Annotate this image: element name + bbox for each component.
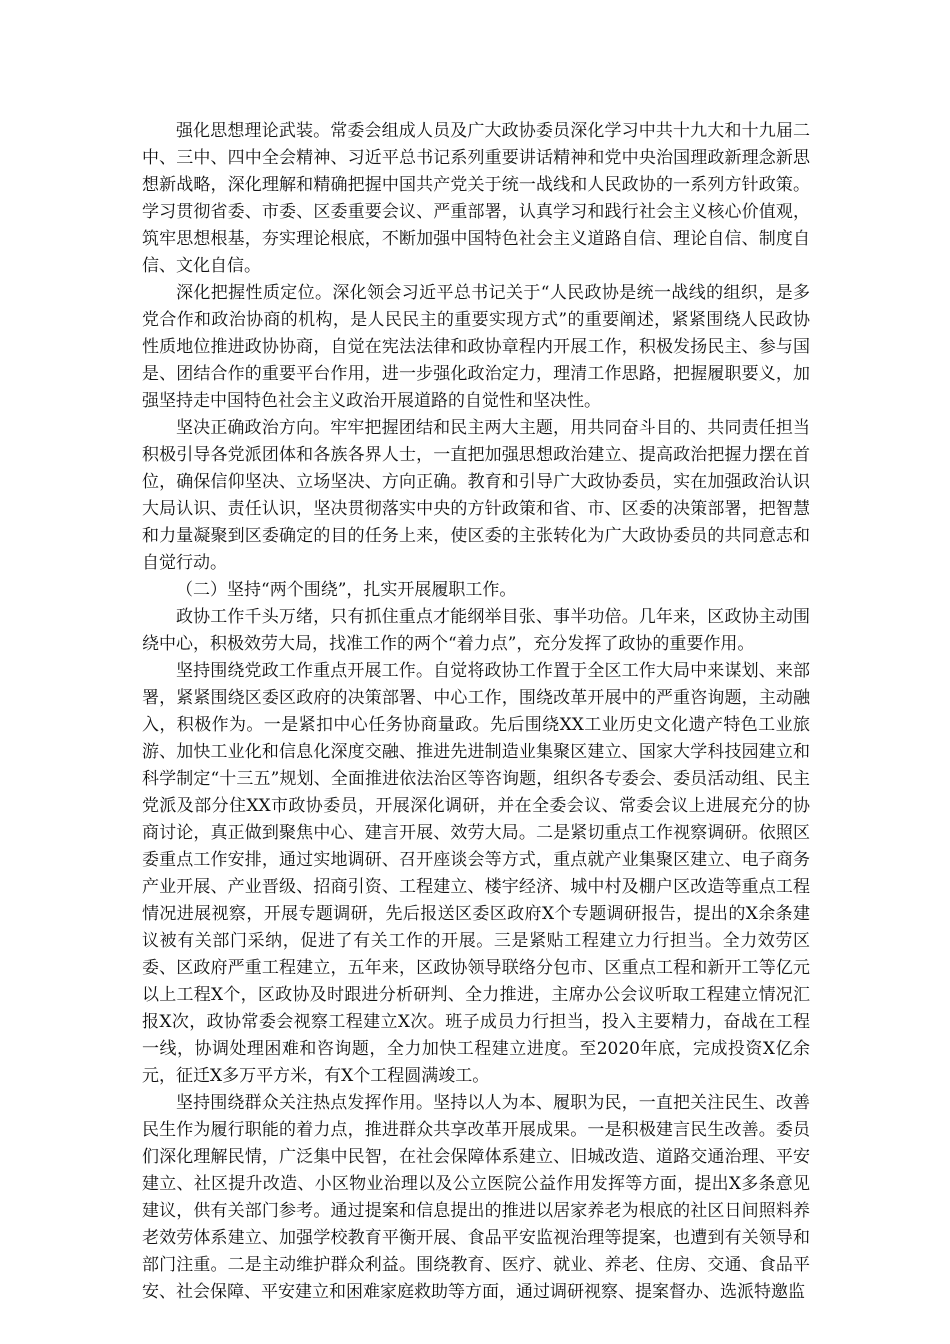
paragraph-public-concerns: 坚持围绕群众关注热点发挥作用。坚持以人为本、履职为民，一直把关注民生、改善民生作为履行职能的着力点，推进群众共享改革开展成果。一是积极建言民生改善。委员们深化理解民情，广泛集中民智，在社会保障体系建立、旧城改造、道路交通治理、平安建立、社区提升改造、小区物业治理以及公立医院公益作用发挥等方面，提出X多条意见建议，供有关部门参考。通过提案和信息提出的推进以居家养老为根底的社区日间照料养老效劳体系建立、加强学校教育平衡开展、食品平安监视治理等提案，也遭到有关领导和部门注重。二是主动维护群众利益。围绕教育、医疗、就业、养老、住房、交通、食品平安、社会保障、平安建立和困难家庭救助等方面，通过调研视察、提案督办、选派特邀监: [142, 1093, 810, 1302]
section-heading-two-focuses: （二）坚持“两个围绕”，扎实开展履职工作。: [176, 580, 517, 600]
paragraph-focus-intro: 政协工作千头万绪，只有抓住重点才能纲举目张、事半功倍。几年来，区政协主动围绕中心，积极效劳大局，找准工作的两个“着力点”，充分发挥了政协的重要作用。: [142, 607, 810, 654]
paragraph-nature-positioning: 深化把握性质定位。深化领会习近平总书记关于“人民政协是统一战线的组织，是多党合作和政治协商的机构，是人民民主的重要实现方式”的重要阐述，紧紧围绕人民政协性质地位推进政协协商，自觉在宪法法律和政协章程内开展工作，积极发扬民主、参与国是、团结合作的重要平台作用，进一步强化政治定力，理清工作思路，把握履职要义，加强坚持走中国特色社会主义政治开展道路的自觉性和坚决性。: [142, 283, 810, 411]
paragraph-party-government-work: 坚持围绕党政工作重点开展工作。自觉将政协工作置于全区工作大局中来谋划、来部署，紧紧围绕区委区政府的决策部署、中心工作，围绕改革开展中的严重咨询题，主动融入，积极作为。一是紧扣中心任务协商量政。先后围绕XX工业历史文化遗产特色工业旅游、加快工业化和信息化深度交融、推进先进制造业集聚区建立、国家大学科技园建立和科学制定“十三五”规划、全面推进依法治区等咨询题，组织各专委会、委员活动组、民主党派及部分住XX市政协委员，开展深化调研，并在全委会议、常委会议上进展充分的协商讨论，真正做到聚焦中心、建言开展、效劳大局。二是紧切重点工作视察调研。依照区委重点工作安排，通过实地调研、召开座谈会等方式，重点就产业集聚区建立、电子商务产业开展、产业晋级、招商引资、工程建立、楼宇经济、城中村及棚户区改造等重点工程情况进展视察，开展专题调研，先后报送区委区政府X个专题调研报告，提出的X余条建议被有关部门采纳，促进了有关工作的开展。三是紧贴工程建立力行担当。全力效劳区委、区政府严重工程建立，五年来，区政协领导联络分包市、区重点工程和新开工等亿元以上工程X个，区政协及时跟进分析研判、全力推进，主席办公会议听取工程建立情况汇报X次，政协常委会视察工程建立X次。班子成员力行担当，投入主要精力，奋战在工程一线，协调处理困难和咨询题，全力加快工程建立进度。至2020年底，完成投资X亿余元，征迁X多万平方米，有X个工程圆满竣工。: [142, 661, 810, 1086]
paragraph-theory-study: 强化思想理论武装。常委会组成人员及广大政协委员深化学习中共十九大和十九届二中、三中、四中全会精神、习近平总书记系列重要讲话精神和党中央治国理政新理念新思想新战略，深化理解和精确把握中国共产党关于统一战线和人民政协的一系列方针政策。学习贯彻省委、市委、区委重要会议、严重部署，认真学习和践行社会主义核心价值观，筑牢思想根基，夯实理论根底，不断加强中国特色社会主义道路自信、理论自信、制度自信、文化自信。: [142, 121, 810, 276]
document-body: [142, 118, 810, 1306]
paragraph-political-direction: 坚决正确政治方向。牢牢把握团结和民主两大主题，用共同奋斗目的、共同责任担当积极引导各党派团体和各族各界人士，一直把加强思想政治建立、提高政治把握力摆在首位，确保信仰坚决、立场坚决、方向正确。教育和引导广大政协委员，实在加强政治认识大局认识、责任认识，坚决贯彻落实中央的方针政策和省、市、区委的决策部署，把智慧和力量凝聚到区委确定的目的任务上来，使区委的主张转化为广大政协委员的共同意志和自觉行动。: [142, 418, 810, 573]
